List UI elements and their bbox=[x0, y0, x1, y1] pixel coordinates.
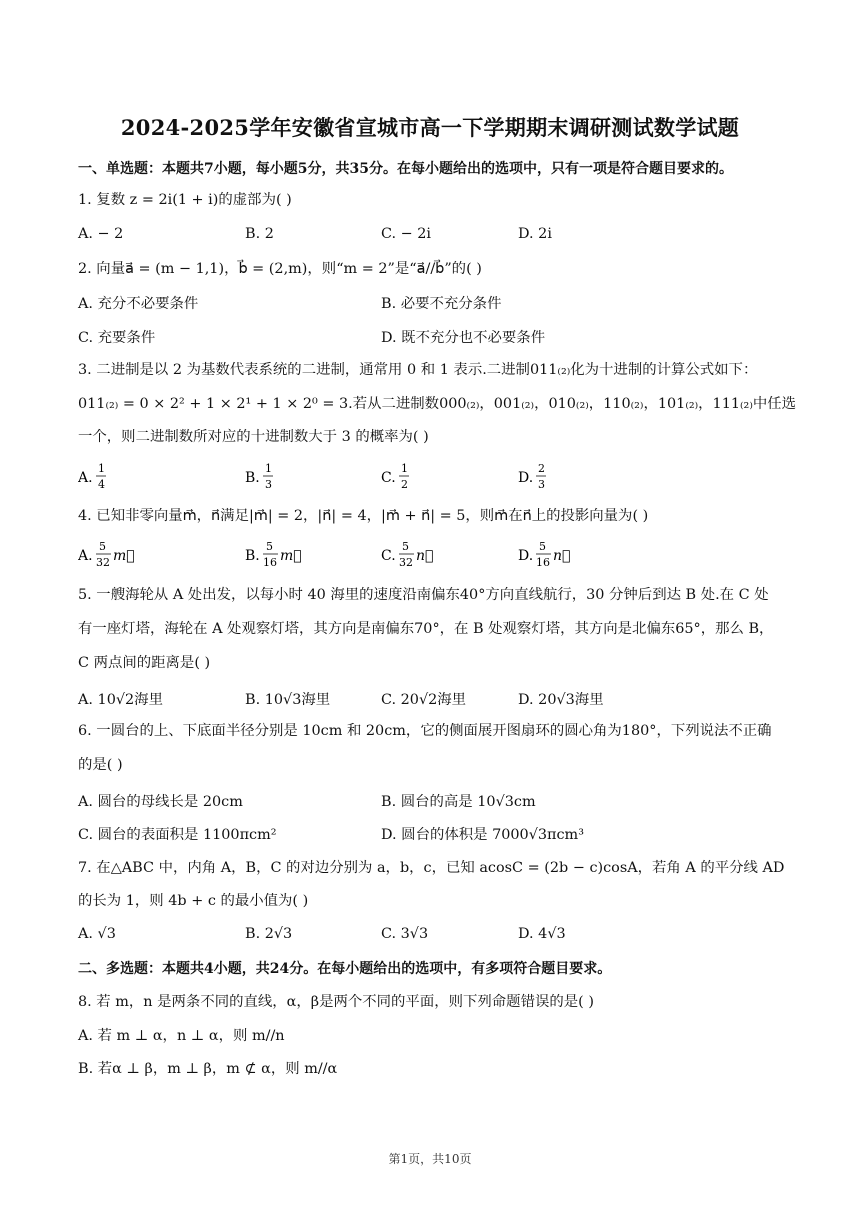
svg-text:1: 1 bbox=[401, 462, 408, 475]
svg-text:2: 2 bbox=[401, 478, 408, 491]
q5-option-b[interactable]: B. 10√3海里 bbox=[245, 692, 331, 708]
q4-option-d[interactable] bbox=[518, 540, 570, 569]
q7-option-a[interactable]: A. √3 bbox=[78, 926, 116, 942]
q5-option-d[interactable]: D. 20√3海里 bbox=[518, 692, 604, 708]
svg-text:B.: B. bbox=[245, 470, 260, 486]
svg-text:5: 5 bbox=[539, 540, 546, 553]
question-3-line-3: 一个，则二进制数所对应的十进制数大于 3 的概率为( ) bbox=[78, 429, 429, 445]
q4-option-c[interactable] bbox=[381, 540, 433, 569]
svg-text:3: 3 bbox=[538, 478, 545, 491]
svg-text:D.: D. bbox=[518, 548, 534, 564]
question-6-line-2: 的是( ) bbox=[78, 757, 123, 773]
question-3-line-2: 011₍₂₎ = 0 × 2² + 1 × 2¹ + 1 × 2⁰ = 3.若从二进制数000₍₂₎，001₍₂₎，010₍₂₎，110₍₂₎，101₍₂₎，111₍₂₎中任选 bbox=[78, 396, 797, 412]
question-5-line-3: C 两点间的距离是( ) bbox=[78, 655, 211, 671]
q3-option-c[interactable] bbox=[381, 462, 409, 491]
q6-option-b[interactable]: B. 圆台的高是 10√3cm bbox=[381, 794, 536, 810]
q1-option-d[interactable]: D. 2i bbox=[518, 226, 552, 242]
question-7-line-2: 的长为 1，则 4b + c 的最小值为( ) bbox=[78, 893, 309, 909]
question-2-options-row2 bbox=[78, 326, 798, 346]
svg-text:n⃗: n⃗ bbox=[553, 548, 571, 564]
svg-text:m⃗: m⃗ bbox=[113, 548, 135, 564]
svg-text:n⃗: n⃗ bbox=[416, 548, 434, 564]
q2-option-c[interactable]: C. 充要条件 bbox=[78, 330, 156, 346]
q3-option-d[interactable] bbox=[518, 462, 546, 491]
svg-text:m⃗: m⃗ bbox=[280, 548, 302, 564]
svg-text:32: 32 bbox=[399, 556, 413, 569]
q2-option-d[interactable]: D. 既不充分也不必要条件 bbox=[381, 330, 546, 346]
svg-text:2: 2 bbox=[538, 462, 545, 475]
question-7-options bbox=[78, 926, 798, 946]
svg-text:4: 4 bbox=[98, 478, 105, 491]
svg-text:D.: D. bbox=[518, 470, 534, 486]
exam-title: 2024-2025学年安徽省宣城市高一下学期期末调研测试数学试题 bbox=[120, 115, 740, 140]
svg-text:C.: C. bbox=[381, 470, 396, 486]
q4-option-b[interactable] bbox=[245, 540, 302, 569]
q1-option-a[interactable]: A. − 2 bbox=[78, 226, 124, 242]
q6-option-d[interactable]: D. 圆台的体积是 7000√3πcm³ bbox=[381, 827, 584, 843]
svg-text:16: 16 bbox=[536, 556, 550, 569]
question-2-stem: 2. 向量a⃗ = (m − 1,1)，b⃗ = (2,m)，则“m = 2”是“a⃗//b⃗”的( ) bbox=[78, 261, 482, 277]
q1-option-c[interactable]: C. − 2i bbox=[381, 226, 432, 242]
q6-option-c[interactable]: C. 圆台的表面积是 1100πcm² bbox=[78, 827, 277, 843]
q6-option-a[interactable]: A. 圆台的母线长是 20cm bbox=[78, 794, 243, 810]
question-8-stem: 8. 若 m，n 是两条不同的直线，α，β是两个不同的平面，则下列命题错误的是( ) bbox=[78, 994, 594, 1010]
section-single-choice-header: 一、单选题：本题共7小题，每小题5分，共35分。在每小题给出的选项中，只有一项是符合题目要求的。 bbox=[78, 161, 733, 177]
svg-text:1: 1 bbox=[98, 462, 105, 475]
svg-text:A.: A. bbox=[78, 470, 93, 486]
svg-text:C.: C. bbox=[381, 548, 396, 564]
q2-option-a[interactable]: A. 充分不必要条件 bbox=[78, 296, 199, 312]
svg-text:5: 5 bbox=[266, 540, 273, 553]
question-3-options bbox=[78, 460, 578, 494]
question-7-line-1: 7. 在△ABC 中，内角 A，B，C 的对边分别为 a，b，c，已知 acosC = (2b − c)cosA，若角 A 的平分线 AD bbox=[78, 860, 785, 876]
svg-text:16: 16 bbox=[263, 556, 277, 569]
question-2-options-row1 bbox=[78, 292, 798, 312]
svg-text:A.: A. bbox=[78, 548, 93, 564]
q7-option-b[interactable]: B. 2√3 bbox=[245, 926, 293, 942]
svg-text:32: 32 bbox=[96, 556, 110, 569]
question-1-stem: 1. 复数 z = 2i(1 + i)的虚部为( ) bbox=[78, 192, 292, 208]
q5-option-c[interactable]: C. 20√2海里 bbox=[381, 692, 467, 708]
q2-option-b[interactable]: B. 必要不充分条件 bbox=[381, 296, 502, 312]
svg-text:5: 5 bbox=[99, 540, 106, 553]
q3-option-a[interactable] bbox=[78, 462, 106, 491]
question-5-line-2: 有一座灯塔，海轮在 A 处观察灯塔，其方向是南偏东70°，在 B 处观察灯塔，其方向是北偏东65°，那么 B， bbox=[78, 621, 774, 637]
svg-text:5: 5 bbox=[402, 540, 409, 553]
q1-option-b[interactable]: B. 2 bbox=[245, 226, 274, 242]
question-4-stem: 4. 已知非零向量m⃗，n⃗满足|m⃗| = 2，|n⃗| = 4，|m⃗ + n⃗| = 5，则m⃗在n⃗上的投影向量为( ) bbox=[78, 508, 649, 524]
svg-text:B.: B. bbox=[245, 548, 260, 564]
q5-option-a[interactable]: A. 10√2海里 bbox=[78, 692, 163, 708]
question-5-options bbox=[78, 688, 798, 708]
q8-option-a[interactable]: A. 若 m ⊥ α，n ⊥ α，则 m//n bbox=[78, 1028, 285, 1044]
q3-option-b[interactable] bbox=[245, 462, 273, 491]
q7-option-c[interactable]: C. 3√3 bbox=[381, 926, 429, 942]
q8-option-b[interactable]: B. 若α ⊥ β，m ⊥ β，m ⊄ α，则 m//α bbox=[78, 1061, 338, 1077]
page-footer: 第1页，共10页 bbox=[388, 1152, 472, 1166]
question-4-options bbox=[78, 538, 598, 572]
q4-option-a[interactable] bbox=[78, 540, 135, 569]
question-6-options-row1 bbox=[78, 790, 798, 810]
question-6-line-1: 6. 一圆台的上、下底面半径分别是 10cm 和 20cm，它的侧面展开图扇环的圆心角为180°，下列说法不正确 bbox=[78, 723, 772, 739]
section-multiple-choice-header: 二、多选题：本题共4小题，共24分。在每小题给出的选项中，有多项符合题目要求。 bbox=[78, 961, 612, 977]
svg-text:1: 1 bbox=[265, 462, 272, 475]
question-1-options bbox=[78, 226, 798, 246]
svg-text:3: 3 bbox=[265, 478, 272, 491]
question-5-line-1: 5. 一艘海轮从 A 处出发，以每小时 40 海里的速度沿南偏东40°方向直线航行，30 分钟后到达 B 处.在 C 处 bbox=[78, 587, 769, 603]
question-6-options-row2 bbox=[78, 823, 798, 843]
q7-option-d[interactable]: D. 4√3 bbox=[518, 926, 566, 942]
question-3-line-1: 3. 二进制是以 2 为基数代表系统的二进制，通常用 0 和 1 表示.二进制011₍₂₎化为十进制的计算公式如下： bbox=[78, 362, 758, 378]
